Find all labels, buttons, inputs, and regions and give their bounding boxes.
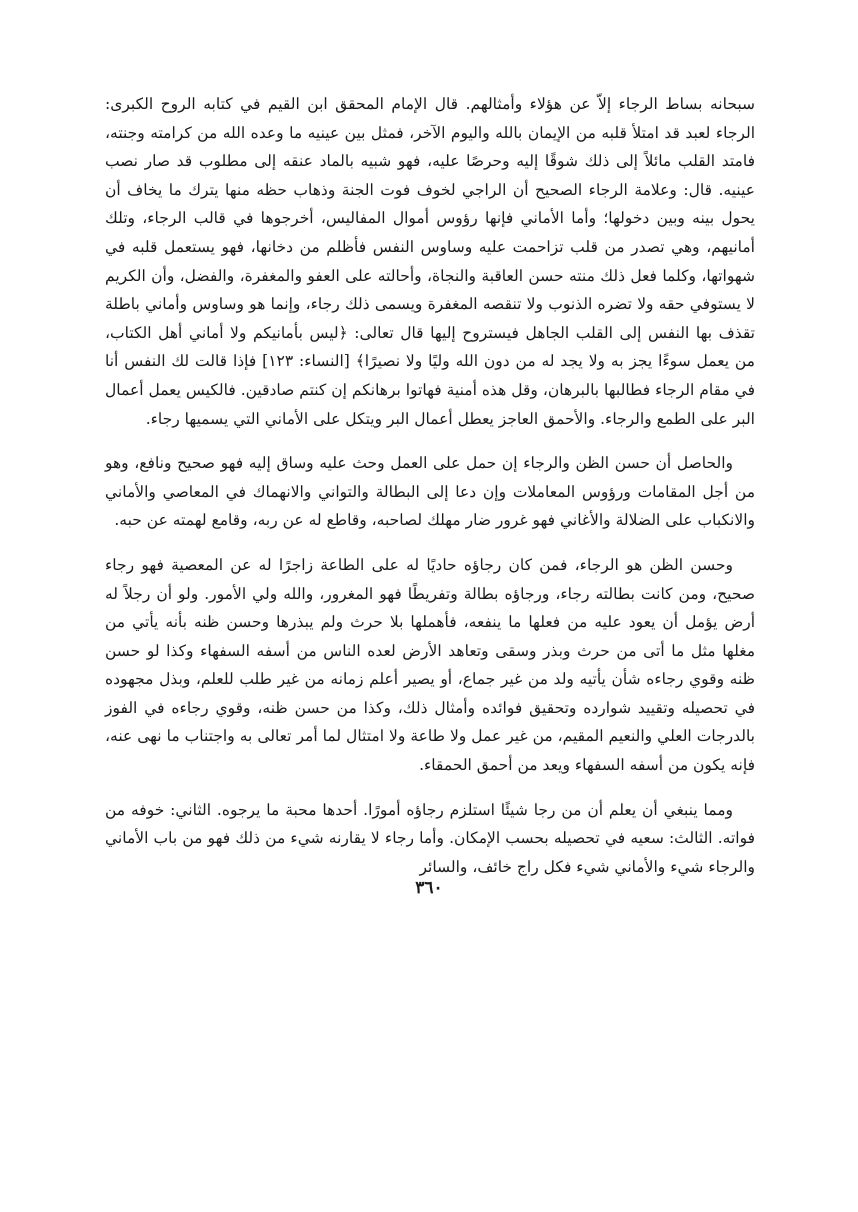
paragraph-3: وحسن الظن هو الرجاء، فمن كان رجاؤه حاديًا له على الطاعة زاجرًا له عن المعصية فهو رجاء صحيح، ومن كانت بطالته رجاء، ورجاؤه بطالة وتفريطًا فهو المغرور، والله ولي الأمور. ولو أن رجلاً له أرض يؤمل أن يعود عليه من فعلها ما ينفعه، فأهملها بلا حرث ولم يبذرها وحسن ظنه بأنه يأتي من مغلها مثل ما أتى من حرث وبذر وسقى وتعاهد الأرض لعده الناس من أسفه السفهاء وكذا لو حسن ظنه وقوي رجاءه شأن يأتيه ولد من غير جماع، أو يصير أعلم زمانه من غير طلب للعلم، وبذل مجهوده في تحصيله وتقييد شوارده وتحقيق فوائده وأمثال ذلك، وكذا من حسن ظنه، وقوي رجاءه في الفوز بالدرجات العلي والنعيم المقيم، من غير عمل ولا طاعة ولا امتثال لما أمر تعالى به واجتناب ما نهى عنه، فإنه يكون من أسفه السفهاء ويعد من أحمق الحمقاء. (105, 555, 755, 775)
page-number: ٣٦٠ (415, 878, 443, 898)
paragraph-1: سبحانه بساط الرجاء إلاّ عن هؤلاء وأمثالهم. قال الإمام المحقق ابن القيم في كتابه الروح الكبرى: الرجاء لعبد قد امتلأ قلبه من الإيمان بالله واليوم الآخر، فمثل بين عينيه ما وعده الله من كرامته وجنته، فامتد القلب مائلاً إلى ذلك شوقًا إليه وحرصًا عليه، فهو شبيه بالماد عنقه إلى مطلوب قد صار نصب عينيه. قال: وعلامة الرجاء الصحيح أن الراجي لخوف فوت الجنة وذهاب حظه منها يترك ما يخاف أن يحول بينه وبين دخولها؛ وأما الأماني فإنها رؤوس أموال المفاليس، أخرجوها في قالب الرجاء، وتلك أمانيهم، وهي تصدر من قلب تزاحمت عليه وساوس النفس فأظلم من دخانها، فهو يستعمل قلبه في شهواتها، وكلما فعل ذلك منته حسن العاقبة والنجاة، وأحالته على العفو والمغفرة، والفضل، وأن الكريم لا يستوفي حقه ولا تضره الذنوب ولا تنقصه المغفرة ويسمى ذلك رجاء، وإنما هو وساوس وأماني باطلة تقذف بها النفس إلى القلب الجاهل فيستروح إليها قال تعالى: ﴿ليس بأمانيكم ولا أماني أهل الكتاب، من يعمل سوءًا يجز به ولا يجد له من دون الله وليًا ولا نصيرًا﴾ [النساء: ١٢٣] فإذا قالت لك النفس أنا في مقام الرجاء فطالبها بالبرهان، وقل هذه أمنية فهاتوا برهانكم إن كنتم صادقين. فالكيس يعمل أعمال البر على الطمع والرجاء. والأحمق العاجز يعطل أعمال البر ويتكل على الأماني التي يسميها رجاء. (105, 95, 755, 428)
page-body (105, 90, 755, 897)
paragraph-4: ومما ينبغي أن يعلم أن من رجا شيئًا استلزم رجاؤه أمورًا. أحدها محبة ما يرجوه. الثاني: خوفه من فواته. الثالث: سعيه في تحصيله بحسب الإمكان. وأما رجاء لا يقارنه شيء من ذلك فهو من باب الأماني والرجاء شيء والأماني شيء فكل راج خائف، والسائر (105, 800, 755, 876)
paragraph-2: والحاصل أن حسن الظن والرجاء إن حمل على العمل وحث عليه وساق إليه فهو صحيح ونافع، وهو من أجل المقامات ورؤوس المعاملات وإن دعا إلى البطالة والتواني والانهماك في المعاصي والأماني والانكباب على الضلالة والأغاني فهو غرور ضار مهلك لصاحبه، وقاطع له عن ربه، وقامع لهمته عن حبه. (105, 454, 755, 530)
